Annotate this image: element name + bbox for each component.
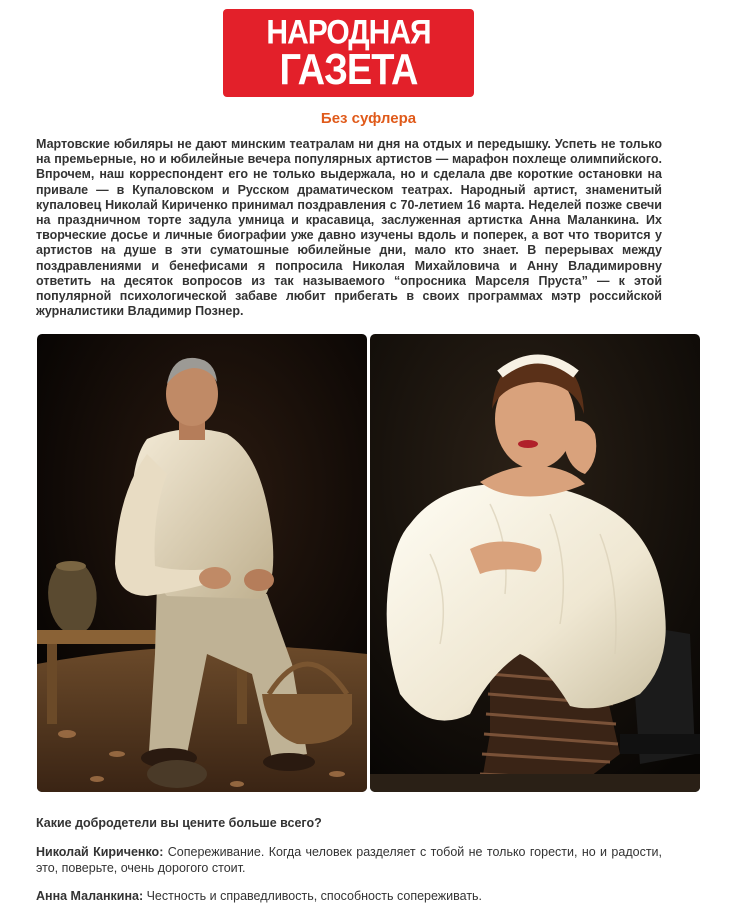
photo-nikolai-kirichenko <box>37 334 367 792</box>
newspaper-logo <box>223 9 474 97</box>
photo-anna-malankina <box>370 334 700 792</box>
answer-kirichenko <box>36 844 662 876</box>
answer-speaker-name: Николай Кириченко: <box>36 845 164 859</box>
answer-text: Сопереживание. Когда человек разделяет с тобой не только горести, но и радости, это, поверьте, очень дорогого стоит. <box>36 845 662 875</box>
rubric-title: Без суфлера <box>320 110 417 127</box>
actor-photo-illustration <box>37 334 367 792</box>
answer-malankina <box>36 888 662 904</box>
actress-photo-illustration <box>370 334 700 792</box>
answer-speaker-name: Анна Маланкина: <box>36 889 144 903</box>
answer-text: Честность и справедливость, способность сопереживать. <box>143 889 483 903</box>
article-intro: Мартовские юбиляры не дают минским театралам ни дня на отдых и передышку. Успеть не только на премьерные, но и юбилейные вечера популярных артистов — марафон похлеще олимпийского. Впрочем, наш корреспондент его не только выдержала, но и сделала две короткие остановки на привале — в Купаловском и Русском драматическом театрах. Народный артист, знаменитый купаловец Николай Кириченко принимал поздравления с 70-летием 16 марта. Неделей позже свечи на праздничном торте задула умница и красавица, заслуженная артистка Анна Маланкина. Их творческие досье и личные биографии уже давно изучены вдоль и поперек, а вот что творится у артистов на душе в эти суматошные юбилейные дни, мало кто знает. В перерывах между поздравлениями и бенефисами я попросила Николая Михайловича и Анну Владимировну ответить на десяток вопросов из так называемого “опросника Марселя Пруста” — к этой популярной психологической забаве любит прибегать в своих программах мэтр российской журналистики Владимир Познер. <box>36 137 662 319</box>
interview-question: Какие добродетели вы цените больше всего? <box>36 816 322 830</box>
logo-line2: ГАЗЕТА <box>279 45 418 95</box>
logo-line1: НАРОДНАЯ <box>266 13 431 52</box>
